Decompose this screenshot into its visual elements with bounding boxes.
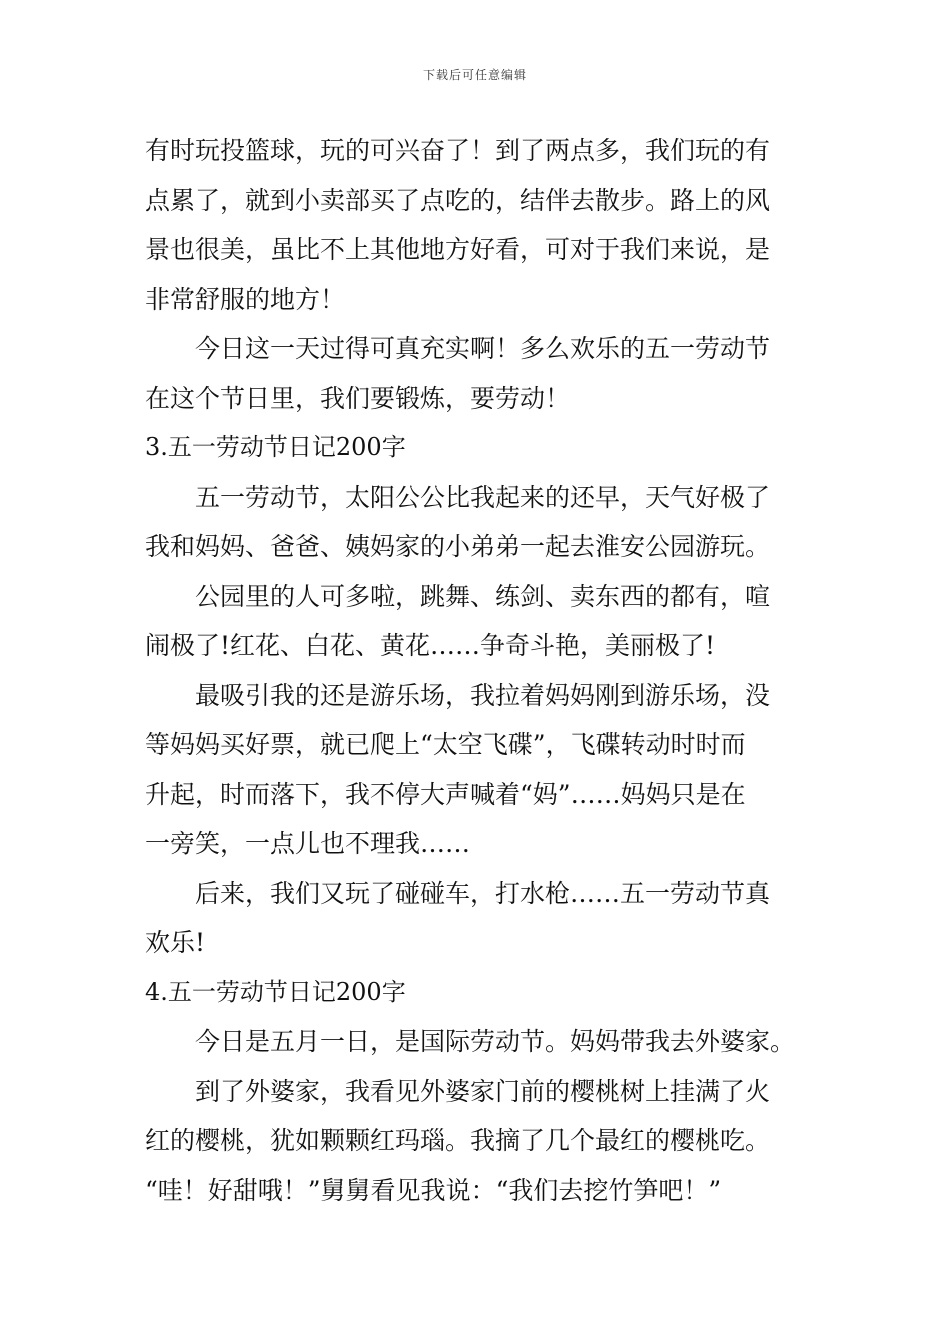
section-heading: 3.五一劳动节日记200字 bbox=[145, 433, 406, 461]
paragraph-start-line: 公园里的人可多啦，跳舞、练剑、卖东西的都有，喧 bbox=[195, 581, 771, 611]
paragraph-start-line: 到了外婆家，我看见外婆家门前的樱桃树上挂满了火 bbox=[195, 1076, 771, 1106]
section-heading: 4.五一劳动节日记200字 bbox=[145, 977, 406, 1006]
text-line: 非常舒服的地方！ bbox=[145, 284, 346, 314]
document-body bbox=[145, 126, 810, 1215]
text-line: 红的樱桃，犹如颗颗红玛瑙。我摘了几个最红的樱桃吃。 bbox=[145, 1126, 771, 1155]
text-line: 景也很美，虽比不上其他地方好看，可对于我们来说，是 bbox=[145, 235, 771, 264]
paragraph-start-line: 五一劳动节，太阳公公比我起来的还早，天气好极了 bbox=[195, 482, 771, 512]
paragraph-start-line: 今日这一天过得可真充实啊！多么欢乐的五一劳动节 bbox=[195, 334, 771, 363]
text-line: 有时玩投篮球，玩的可兴奋了！到了两点多，我们玩的有 bbox=[145, 136, 771, 165]
page-header: 下载后可任意编辑 bbox=[422, 68, 527, 82]
text-line: 一旁笑，一点儿也不理我…… bbox=[145, 829, 471, 858]
paragraph-start-line: 最吸引我的还是游乐场，我拉着妈妈刚到游乐场，没 bbox=[195, 680, 771, 710]
text-line: 等妈妈买好票，就已爬上“太空飞碟”，飞碟转动时时而 bbox=[145, 730, 746, 759]
text-line: 我和妈妈、爸爸、姨妈家的小弟弟一起去淮安公园游玩。 bbox=[145, 532, 771, 561]
paragraph-start-line: 今日是五月一日，是国际劳动节。妈妈带我去外婆家。 bbox=[195, 1027, 796, 1056]
text-line: “哇！好甜哦！”舅舅看见我说：“我们去挖竹笋吧！” bbox=[145, 1175, 722, 1205]
text-line: 在这个节日里，我们要锻炼，要劳动！ bbox=[145, 383, 571, 413]
text-line: 点累了，就到小卖部买了点吃的，结伴去散步。路上的风 bbox=[145, 185, 771, 215]
paragraph-start-line: 后来，我们又玩了碰碰车，打水枪……五一劳动节真 bbox=[195, 878, 771, 908]
text-line: 闹极了!红花、白花、黄花……争奇斗艳，美丽极了! bbox=[145, 631, 716, 660]
text-line: 升起，时而落下，我不停大声喊着“妈”……妈妈只是在 bbox=[145, 779, 746, 809]
text-line: 欢乐! bbox=[145, 928, 206, 957]
